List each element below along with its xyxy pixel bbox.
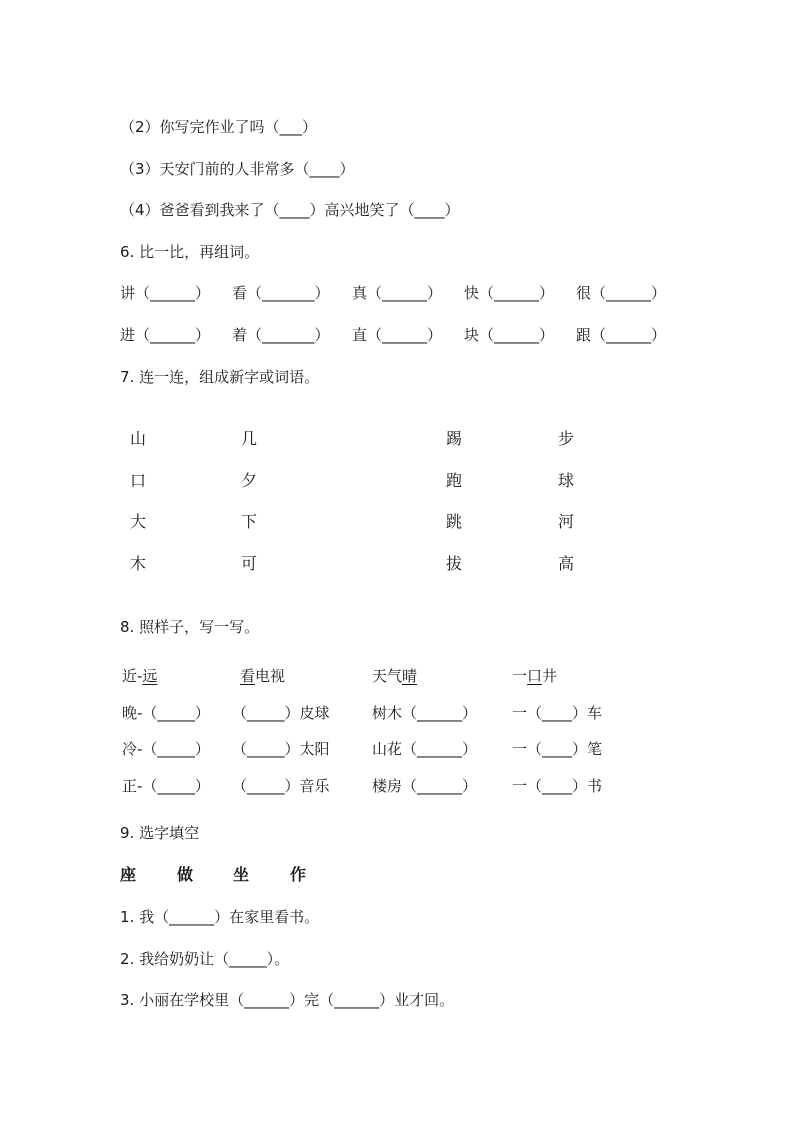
q8-cell: 晚-（_____） [122, 704, 210, 722]
q8-heading: 8. 照样子，写一写。 [120, 618, 260, 636]
q7-row [0, 554, 794, 574]
q6-cell: 很（______） [576, 284, 667, 302]
q9-char: 坐 [233, 865, 250, 884]
q7-char: 夕 [241, 471, 258, 490]
q6-cell: 真（______） [352, 284, 443, 302]
q9-heading: 9. 选字填空 [120, 824, 200, 842]
q7-char: 大 [130, 512, 147, 531]
q8-example: 一口井 [512, 667, 558, 685]
q8-example: 天气晴 [372, 667, 418, 685]
q5-item-2: （2）你写完作业了吗（___） [120, 118, 318, 136]
q7-char: 山 [130, 429, 147, 448]
q6-cell: 块（______） [464, 326, 555, 344]
q8-example: 看电视 [240, 667, 286, 685]
q6-heading: 6. 比一比，再组词。 [120, 243, 260, 261]
q9-item-3: 3. 小丽在学校里（______）完（______）业才回。 [120, 991, 455, 1009]
q8-cell: （_____）太阳 [232, 740, 330, 758]
q6-cell: 跟（______） [576, 326, 667, 344]
q8-cell: （_____）皮球 [232, 704, 330, 722]
q9-char: 作 [290, 865, 307, 884]
q6-row [0, 325, 794, 345]
q7-char: 踢 [446, 429, 463, 448]
q8-row [0, 739, 794, 759]
q7-char: 木 [130, 554, 147, 573]
q5-item-3: （3）天安门前的人非常多（____） [120, 160, 355, 178]
q8-cell: 山花（______） [372, 740, 478, 758]
q8-example: 近-远 [122, 667, 158, 685]
q7-row [0, 471, 794, 491]
q5-item-4: （4）爸爸看到我来了（____）高兴地笑了（____） [120, 201, 460, 219]
q6-cell: 快（______） [464, 284, 555, 302]
q7-row [0, 429, 794, 449]
q8-example-row [0, 666, 794, 686]
q9-item-1: 1. 我（______）在家里看书。 [120, 908, 320, 926]
q7-char: 下 [241, 512, 258, 531]
q7-heading: 7. 连一连，组成新字或词语。 [120, 368, 320, 386]
q6-cell: 直（______） [352, 326, 443, 344]
q8-cell: 正-（_____） [122, 777, 210, 795]
q9-item-2: 2. 我给奶奶让（_____）。 [120, 950, 290, 968]
q7-char: 河 [558, 512, 575, 531]
q6-cell: 着（_______） [232, 326, 330, 344]
q7-char: 步 [558, 429, 575, 448]
q7-row [0, 512, 794, 532]
q8-cell: 楼房（______） [372, 777, 478, 795]
q8-row [0, 776, 794, 796]
q7-char: 口 [130, 471, 147, 490]
q8-cell: 一（____）车 [512, 704, 603, 722]
q6-cell: 看（_______） [232, 284, 330, 302]
q9-char-choices [0, 865, 794, 885]
q8-cell: 冷-（_____） [122, 740, 210, 758]
q9-char: 做 [177, 865, 194, 884]
q7-char: 拔 [446, 554, 463, 573]
q7-char: 几 [241, 429, 258, 448]
q7-char: 跑 [446, 471, 463, 490]
q7-char: 可 [241, 554, 258, 573]
q7-char: 跳 [446, 512, 463, 531]
q8-cell: （_____）音乐 [232, 777, 330, 795]
q8-cell: 一（____）书 [512, 777, 603, 795]
q8-row [0, 703, 794, 723]
q7-char: 球 [558, 471, 575, 490]
q8-cell: 一（____）笔 [512, 740, 603, 758]
q8-cell: 树木（______） [372, 704, 478, 722]
q6-cell: 讲（______） [120, 284, 211, 302]
q6-cell: 进（______） [120, 326, 211, 344]
q9-char: 座 [120, 865, 137, 884]
q6-row [0, 283, 794, 303]
q7-char: 高 [558, 554, 575, 573]
